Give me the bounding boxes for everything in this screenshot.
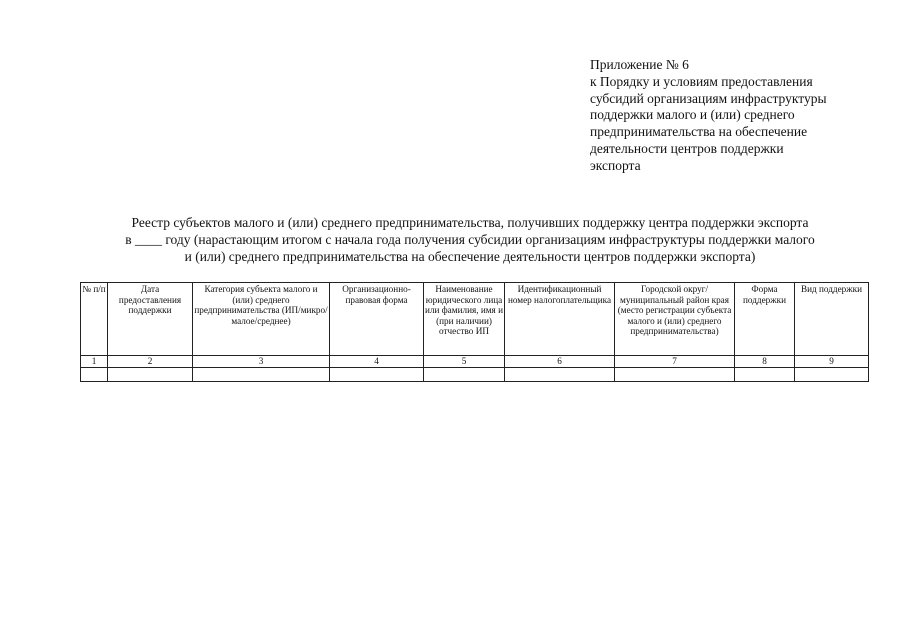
appendix-line: субсидий организациям инфраструктуры xyxy=(590,90,827,106)
appendix-line: экспорта xyxy=(590,157,641,173)
appendix-line: поддержки малого и (или) среднего xyxy=(590,107,795,123)
header-cell-date: Дата предоставления поддержки xyxy=(108,283,193,356)
column-number: 2 xyxy=(108,356,193,368)
title-line: и (или) среднего предпринимательства на обеспечение деятельности центров поддержки экспорта) xyxy=(184,249,756,264)
header-cell-number: № п/п xyxy=(81,283,108,356)
column-number: 1 xyxy=(81,356,108,368)
header-cell-inn: Идентификационный номер налогоплательщика xyxy=(505,283,615,356)
column-number: 9 xyxy=(795,356,869,368)
empty-cell xyxy=(795,368,869,382)
column-number: 5 xyxy=(424,356,505,368)
header-cell-district: Городской округ/ муниципальный район края (место регистрации субъекта малого и (или) среднего предпринимательства) xyxy=(615,283,735,356)
header-row xyxy=(81,283,869,356)
header-cell-name: Наименование юридического лица или фамилия, имя и (при наличии) отчество ИП xyxy=(424,283,505,356)
appendix-line: к Порядку и условиям предоставления xyxy=(590,73,813,89)
appendix-block xyxy=(590,57,890,175)
empty-cell xyxy=(193,368,330,382)
appendix-line: предпринимательства на обеспечение xyxy=(590,124,808,140)
column-number: 7 xyxy=(615,356,735,368)
header-cell-support-form: Форма поддержки xyxy=(735,283,795,356)
title-line: Реестр субъектов малого и (или) среднего предпринимательства, получивших поддержку центра поддержки экспорта xyxy=(131,215,809,230)
empty-data-row xyxy=(81,368,869,382)
appendix-line: деятельности центров поддержки xyxy=(590,140,784,156)
empty-cell xyxy=(505,368,615,382)
empty-cell xyxy=(108,368,193,382)
appendix-line: Приложение № 6 xyxy=(590,57,689,72)
column-number: 4 xyxy=(330,356,424,368)
header-cell-support-type: Вид поддержки xyxy=(795,283,869,356)
column-number: 6 xyxy=(505,356,615,368)
registry-title xyxy=(40,214,900,265)
title-line: в ____ году (нарастающим итогом с начала года получения субсидии организациям инфраструктуры поддержки малого xyxy=(125,232,815,247)
empty-cell xyxy=(81,368,108,382)
column-number-row xyxy=(81,356,869,368)
empty-cell xyxy=(424,368,505,382)
column-number: 3 xyxy=(193,356,330,368)
column-number: 8 xyxy=(735,356,795,368)
empty-cell xyxy=(615,368,735,382)
empty-cell xyxy=(735,368,795,382)
empty-cell xyxy=(330,368,424,382)
registry-table xyxy=(80,282,869,382)
header-cell-category: Категория субъекта малого и (или) среднего предпринимательства (ИП/микро/малое/среднее) xyxy=(193,283,330,356)
header-cell-legal-form: Организационно-правовая форма xyxy=(330,283,424,356)
